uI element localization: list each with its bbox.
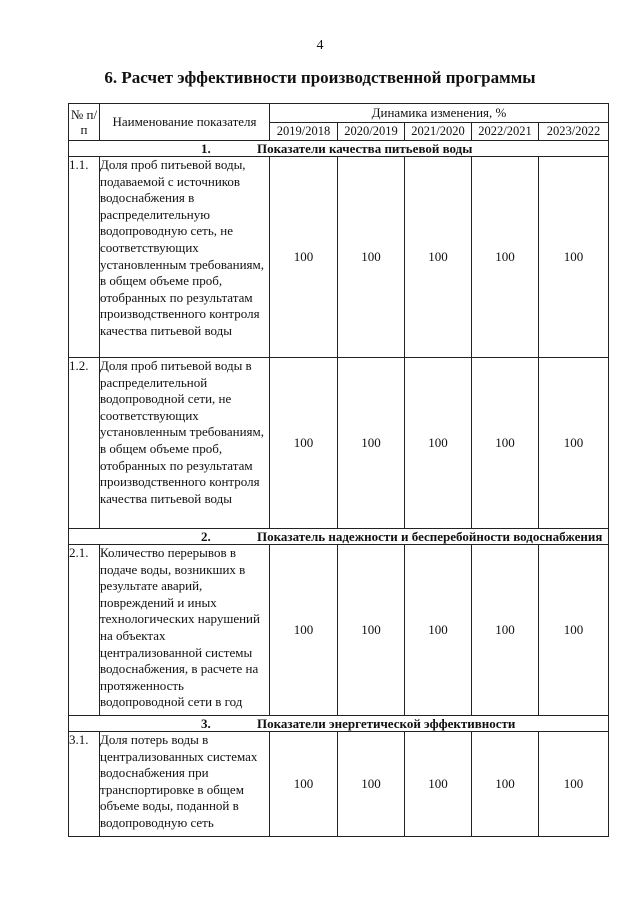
header-year: 2019/2018 <box>270 123 338 141</box>
header-num: № п/п <box>69 104 100 141</box>
value-cell: 100 <box>405 358 472 529</box>
indicator-name: Доля проб питьевой воды в распределительной водопроводной сети, не соответствующих установленным требованиям, в общем объеме проб, отобранных по результатам производственного контроля качества питьевой воды <box>100 358 270 529</box>
indicator-name: Доля потерь воды в централизованных системах водоснабжения при транспортировке в общем объеме воды, поданной в водопроводную сеть <box>100 732 270 837</box>
efficiency-table <box>68 103 609 837</box>
value-cell: 100 <box>338 732 405 837</box>
value-cell: 100 <box>405 157 472 358</box>
header-year: 2022/2021 <box>472 123 539 141</box>
value-cell: 100 <box>338 358 405 529</box>
section-row <box>69 716 609 732</box>
value-cell: 100 <box>472 157 539 358</box>
header-year: 2023/2022 <box>539 123 609 141</box>
value-cell: 100 <box>472 545 539 716</box>
value-cell: 100 <box>338 545 405 716</box>
table-row <box>69 732 609 837</box>
section-title: Показатели энергетической эффективности <box>257 715 516 731</box>
value-cell: 100 <box>405 545 472 716</box>
value-cell: 100 <box>338 157 405 358</box>
header-year: 2021/2020 <box>405 123 472 141</box>
row-number: 3.1. <box>69 732 100 837</box>
section-title: Показатель надежности и бесперебойности водоснабжения <box>257 528 603 544</box>
section-row <box>69 529 609 545</box>
table-row <box>69 157 609 358</box>
row-number: 1.1. <box>69 157 100 358</box>
value-cell: 100 <box>539 545 609 716</box>
value-cell: 100 <box>270 157 338 358</box>
header-dynamics: Динамика изменения, % <box>270 104 609 123</box>
row-number: 1.2. <box>69 358 100 529</box>
value-cell: 100 <box>270 358 338 529</box>
value-cell: 100 <box>472 732 539 837</box>
value-cell: 100 <box>270 545 338 716</box>
indicator-name: Количество перерывов в подаче воды, возникших в результате аварий, повреждений и иных технологических нарушений на объектах централизованной системы водоснабжения, в расчете на протяженность водопроводной сети в год <box>100 545 270 716</box>
page-number: 4 <box>316 38 324 53</box>
value-cell: 100 <box>405 732 472 837</box>
section-number: 1. <box>201 140 211 156</box>
row-number: 2.1. <box>69 545 100 716</box>
section-number: 3. <box>201 715 211 731</box>
value-cell: 100 <box>539 157 609 358</box>
value-cell: 100 <box>472 358 539 529</box>
section-title: Показатели качества питьевой воды <box>257 140 473 156</box>
indicator-name: Доля проб питьевой воды, подаваемой с источников водоснабжения в распределительную водопроводную сеть, не соответствующих установленным требованиям, в общем объеме проб, отобранных по результатам производственного контроля качества питьевой воды <box>100 157 270 358</box>
value-cell: 100 <box>539 358 609 529</box>
document-title: 6. Расчет эффективности производственной программы <box>104 68 536 87</box>
table-row <box>69 358 609 529</box>
header-year: 2020/2019 <box>338 123 405 141</box>
value-cell: 100 <box>539 732 609 837</box>
header-name: Наименование показателя <box>100 104 270 141</box>
section-number: 2. <box>201 528 211 544</box>
section-row <box>69 141 609 157</box>
table-row <box>69 545 609 716</box>
value-cell: 100 <box>270 732 338 837</box>
